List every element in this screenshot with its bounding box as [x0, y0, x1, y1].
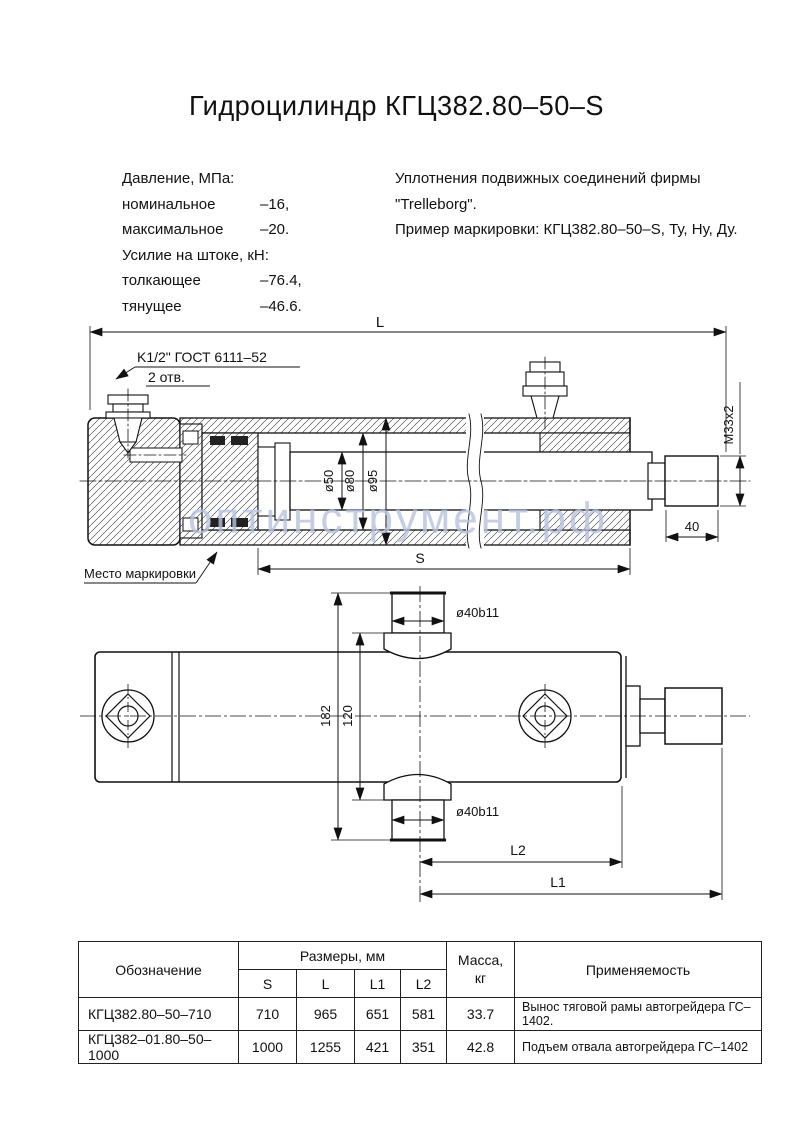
trunnion-dia-bottom-label: ø40b11 [456, 804, 500, 819]
spec-label: Давление, МПа: [122, 170, 235, 187]
dim-L-label: L [375, 314, 385, 331]
dim-L2-label: L2 [510, 842, 526, 858]
dim-40-label: 40 [684, 519, 700, 534]
dia50-label: ø50 [321, 469, 336, 493]
marking-label: Место маркировки [84, 566, 197, 581]
cell-l: 1255 [297, 1031, 355, 1064]
spec-value: –46.6. [260, 297, 302, 315]
cell-l1: 651 [355, 998, 401, 1031]
col-header-designation: Обозначение [79, 942, 239, 998]
cell-application: Подъем отвала автогрейдера ГС–1402 [515, 1031, 762, 1064]
col-header-application: Применяемость [515, 942, 762, 998]
cell-mass: 33.7 [447, 998, 515, 1031]
col-header-dims-group: Размеры, мм [239, 942, 447, 970]
spec-value: –76.4, [260, 272, 302, 289]
col-header-l2: L2 [401, 970, 447, 998]
cell-mass: 42.8 [447, 1031, 515, 1064]
cell-s: 710 [239, 998, 297, 1031]
col-header-l: L [297, 970, 355, 998]
spec-label: тянущее [122, 297, 182, 315]
spec-value: –16, [260, 195, 290, 213]
dim-120-label: 120 [340, 705, 355, 727]
page-title: Гидроцилиндр КГЦ382.80–50–S [189, 90, 604, 121]
spec-line: Пример маркировки: КГЦ382.80–50–S, Ту, Ну, Ду. [395, 221, 738, 238]
cell-l2: 351 [401, 1031, 447, 1064]
trunnion-dia-top-label: ø40b11 [456, 605, 500, 620]
cell-l2: 581 [401, 998, 447, 1031]
col-header-l1: L1 [355, 970, 401, 998]
cell-application: Вынос тяговой рамы автогрейдера ГС–1402. [515, 998, 762, 1031]
spec-label: номинальное [122, 195, 216, 213]
bottom-side-view [80, 586, 750, 902]
spec-label: толкающее [122, 272, 201, 289]
parameters-table [78, 941, 762, 1064]
dim-L1-label: L1 [550, 874, 566, 890]
cell-l1: 421 [355, 1031, 401, 1064]
dia80-label: ø80 [342, 469, 357, 493]
cell-designation: КГЦ382–01.80–50–1000 [79, 1031, 239, 1064]
marking-callout [84, 552, 217, 583]
dim-stroke [258, 548, 630, 575]
port-thread-label: K1/2" ГОСТ 6111–52 [137, 349, 267, 365]
spec-value: –20. [260, 221, 290, 238]
trunnion-bottom [384, 775, 451, 841]
dia95-label: ø95 [365, 469, 380, 493]
m33-label: М33х2 [721, 405, 736, 445]
cell-s: 1000 [239, 1031, 297, 1064]
cell-l: 965 [297, 998, 355, 1031]
site-watermark: оптинструмент.рф [188, 494, 609, 543]
dim-thread-length [666, 510, 718, 542]
trunnion-top [384, 593, 451, 659]
mass-header-line1: Масса, [457, 952, 504, 968]
col-header-s: S [239, 970, 297, 998]
mass-header-line2: кг [474, 969, 487, 986]
spec-line: Уплотнения подвижных соединений фирмы [395, 170, 701, 187]
spec-label: максимальное [122, 221, 224, 238]
port-holes-label: 2 отв. [148, 369, 185, 385]
port-callout [116, 349, 300, 386]
table-row [79, 998, 762, 1031]
dim-thread [720, 382, 746, 506]
dim-S-label: S [415, 550, 425, 566]
spec-line: "Trelleborg". [395, 195, 477, 213]
spec-label: Усилие на штоке, кН: [122, 246, 269, 264]
col-header-mass [447, 942, 515, 998]
cell-designation: КГЦ382.80–50–710 [79, 998, 239, 1031]
table-row [79, 1031, 762, 1064]
dim-182-label: 182 [318, 705, 333, 727]
